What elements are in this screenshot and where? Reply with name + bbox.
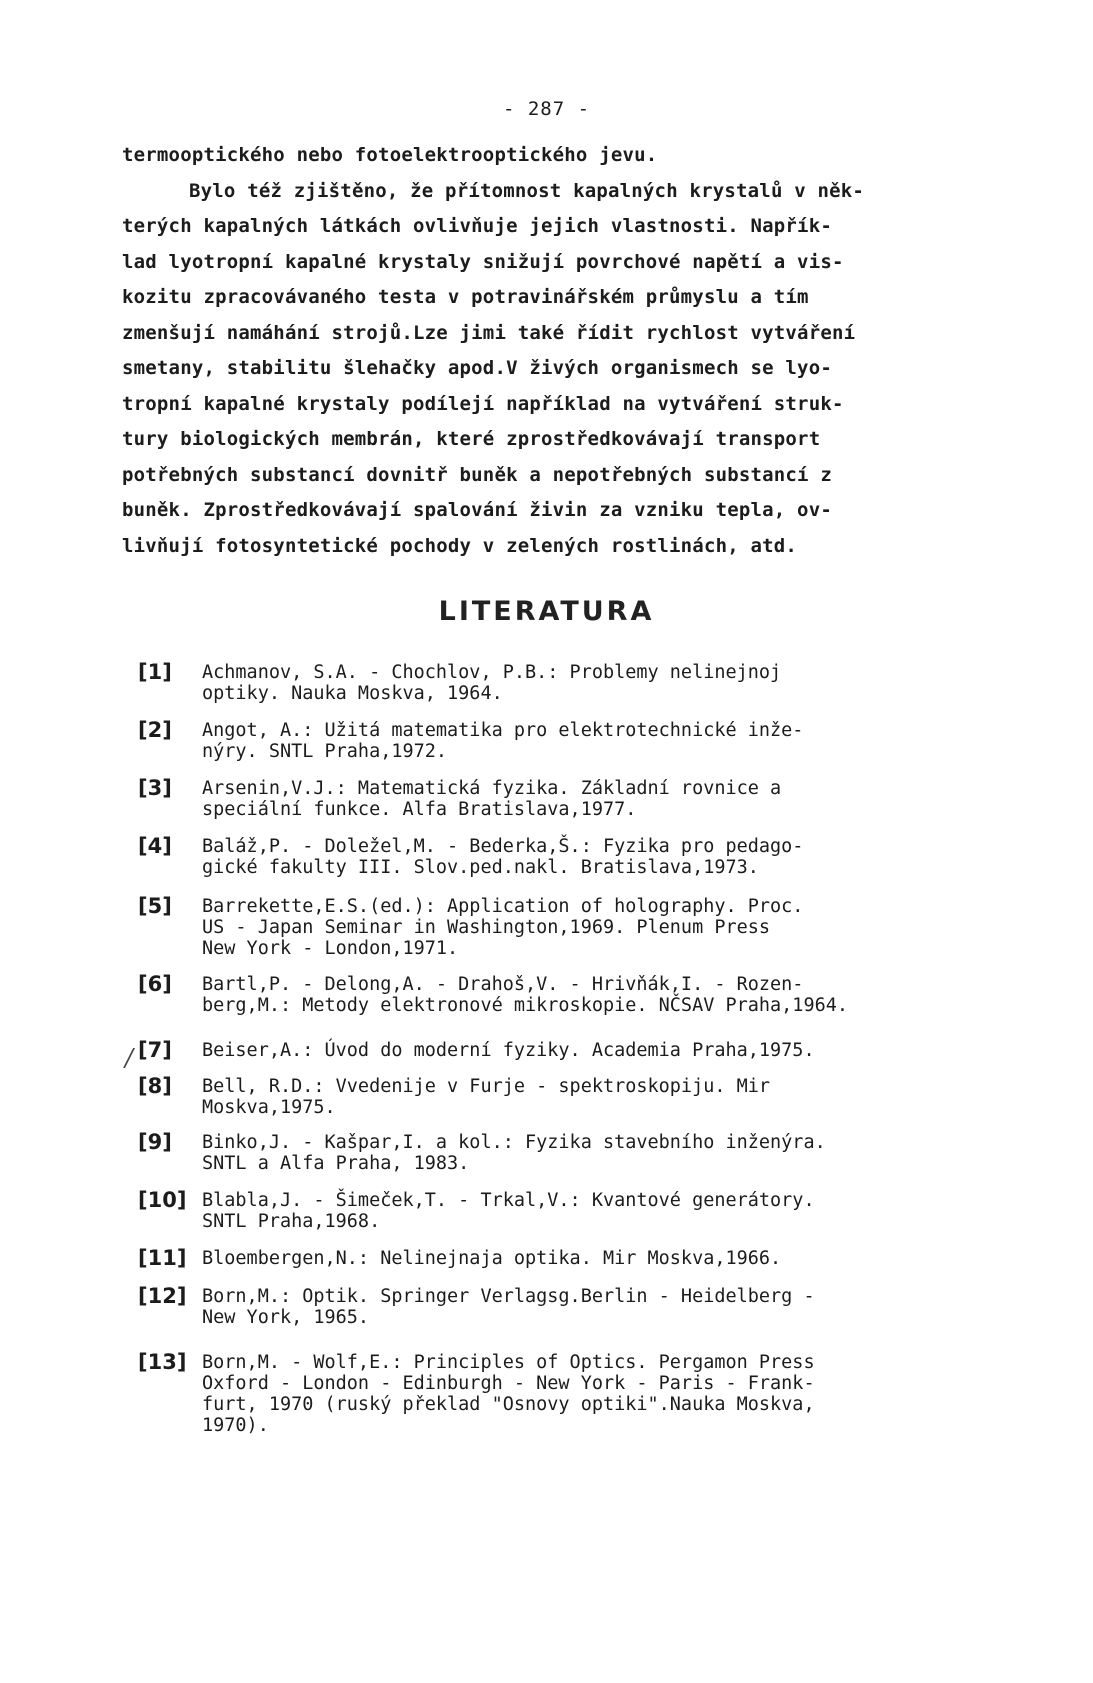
reference-number: [11] bbox=[138, 1246, 187, 1270]
reference-text-line: Binko,J. - Kašpar,I. a kol.: Fyzika stavebního inženýra. bbox=[202, 1132, 826, 1153]
reference-number: [8] bbox=[138, 1074, 172, 1098]
reference-number: [13] bbox=[138, 1350, 187, 1374]
reference-number: [10] bbox=[138, 1188, 187, 1212]
reference-text-line: Bloembergen,N.: Nelinejnaja optika. Mir Moskva,1966. bbox=[202, 1248, 782, 1269]
reference-number: [9] bbox=[138, 1130, 172, 1154]
body-line: kozitu zpracovávaného testa v potravinářském průmyslu a tím bbox=[122, 286, 809, 308]
reference-number: [1] bbox=[138, 660, 172, 684]
reference-text-line: Achmanov, S.A. - Chochlov, P.B.: Problemy nelinejnoj bbox=[202, 662, 782, 683]
reference-number: [6] bbox=[138, 972, 172, 996]
reference-text-line: Oxford - London - Edinburgh - New York - Paris - Frank- bbox=[202, 1373, 815, 1394]
body-line: tropní kapalné krystaly podílejí například na vytváření struk- bbox=[122, 392, 844, 415]
reference-number: [12] bbox=[138, 1284, 187, 1308]
reference-entry bbox=[138, 1286, 815, 1328]
handwritten-margin-mark: / bbox=[125, 1044, 134, 1072]
section-heading: LITERATURA bbox=[438, 596, 655, 627]
reference-text-line: optiky. Nauka Moskva, 1964. bbox=[202, 683, 503, 704]
reference-text-line: gické fakulty III. Slov.ped.nakl. Bratislava,1973. bbox=[202, 857, 759, 878]
reference-entry bbox=[138, 1040, 815, 1061]
page-number: - 287 - bbox=[502, 98, 591, 120]
reference-text-line: Born,M.: Optik. Springer Verlagsg.Berlin - Heidelberg - bbox=[202, 1286, 815, 1307]
body-line: zmenšují namáhání strojů.Lze jimi také řídit rychlost vytváření bbox=[122, 321, 856, 344]
reference-text-line: nýry. SNTL Praha,1972. bbox=[202, 741, 448, 762]
reference-text-line: Beiser,A.: Úvod do moderní fyziky. Academia Praha,1975. bbox=[202, 1040, 815, 1061]
body-line: livňují fotosyntetické pochody v zelených rostlinách, atd. bbox=[122, 534, 798, 557]
body-line: tury biologických membrán, které zprostředkovávají transport bbox=[122, 428, 821, 450]
reference-number: [5] bbox=[138, 894, 172, 918]
reference-number: [2] bbox=[138, 718, 172, 742]
reference-entry bbox=[138, 1076, 770, 1118]
reference-entry bbox=[138, 662, 781, 704]
body-line: smetany, stabilitu šlehačky apod.V živých organismech se lyo- bbox=[122, 357, 832, 379]
reference-entry bbox=[138, 974, 848, 1016]
reference-entry bbox=[138, 1248, 781, 1269]
reference-text-line: berg,M.: Metody elektronové mikroskopie. NČSAV Praha,1964. bbox=[202, 995, 849, 1016]
reference-text-line: furt, 1970 (ruský překlad "Osnovy optiki".Nauka Moskva, bbox=[202, 1394, 815, 1415]
reference-entry bbox=[138, 1190, 815, 1232]
reference-number: [7] bbox=[138, 1038, 172, 1062]
reference-text-line: New York, 1965. bbox=[202, 1307, 370, 1328]
reference-text-line: 1970). bbox=[202, 1415, 269, 1436]
reference-text-line: SNTL a Alfa Praha, 1983. bbox=[202, 1153, 470, 1174]
reference-text-line: Bell, R.D.: Vvedenije v Furje - spektroskopiju. Mir bbox=[202, 1076, 771, 1097]
reference-number: [3] bbox=[138, 776, 172, 800]
reference-text-line: US - Japan Seminar in Washington,1969. Plenum Press bbox=[202, 917, 771, 938]
body-line: terých kapalných látkách ovlivňuje jejich vlastnosti. Napřík- bbox=[122, 215, 832, 237]
reference-text-line: Baláž,P. - Doležel,M. - Bederka,Š.: Fyzika pro pedago- bbox=[202, 836, 804, 857]
reference-text-line: Barrekette,E.S.(ed.): Application of holography. Proc. bbox=[202, 896, 804, 917]
reference-entry bbox=[138, 1132, 826, 1174]
reference-entry bbox=[138, 778, 781, 820]
reference-text-line: Arsenin,V.J.: Matematická fyzika. Základní rovnice a bbox=[202, 778, 782, 799]
reference-entry bbox=[138, 1352, 815, 1436]
reference-text-line: Moskva,1975. bbox=[202, 1097, 336, 1118]
reference-text-line: Born,M. - Wolf,E.: Principles of Optics. Pergamon Press bbox=[202, 1352, 815, 1373]
reference-text-line: Bartl,P. - Delong,A. - Drahoš,V. - Hrivňák,I. - Rozen- bbox=[202, 974, 804, 995]
reference-text-line: New York - London,1971. bbox=[202, 938, 459, 959]
reference-text-line: Blabla,J. - Šimeček,T. - Trkal,V.: Kvantové generátory. bbox=[202, 1190, 815, 1211]
reference-entry bbox=[138, 720, 803, 762]
reference-entry bbox=[138, 836, 803, 878]
reference-text-line: speciální funkce. Alfa Bratislava,1977. bbox=[202, 799, 637, 820]
body-line: termooptického nebo fotoelektrooptického jevu. bbox=[122, 144, 658, 166]
reference-text-line: SNTL Praha,1968. bbox=[202, 1211, 381, 1232]
body-line: Bylo též zjištěno, že přítomnost kapalných krystalů v něk- bbox=[189, 179, 865, 202]
reference-text-line: Angot, A.: Užitá matematika pro elektrotechnické inže- bbox=[202, 720, 804, 741]
body-paragraph bbox=[122, 138, 1042, 564]
reference-number: [4] bbox=[138, 834, 172, 858]
body-line: buněk. Zprostředkovávají spalování živin za vzniku tepla, ov- bbox=[122, 499, 832, 521]
body-line: potřebných substancí dovnitř buněk a nepotřebných substancí z bbox=[122, 463, 832, 486]
reference-entry bbox=[138, 896, 803, 959]
body-line: lad lyotropní kapalné krystaly snižují povrchové napětí a vis- bbox=[122, 250, 844, 273]
